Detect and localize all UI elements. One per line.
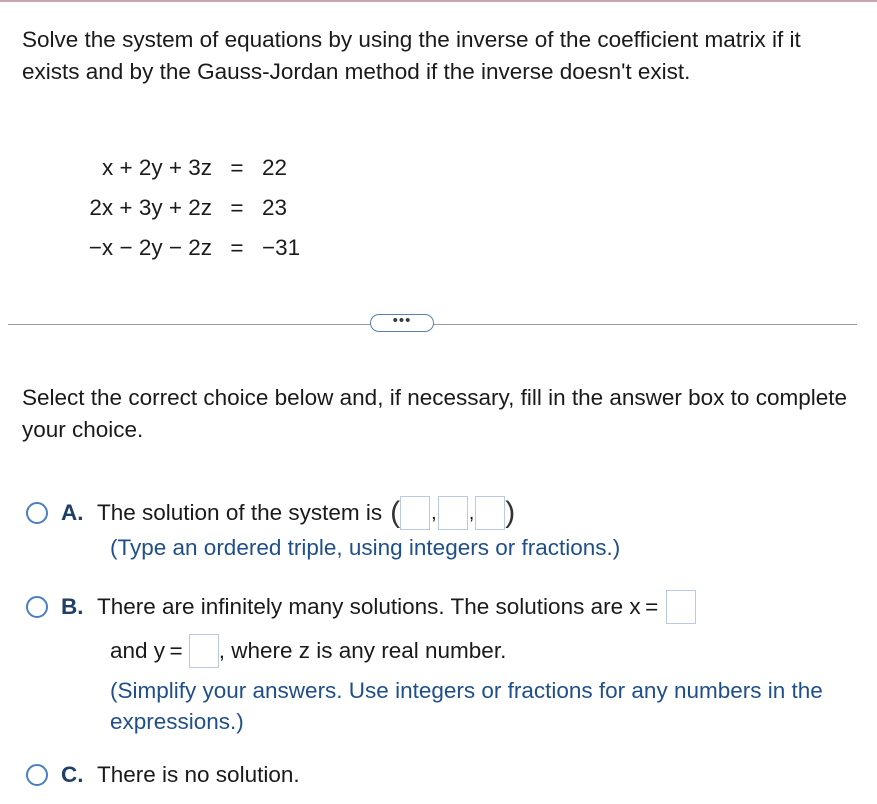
equation-rhs: −31 [262,235,301,260]
equation-rhs: 23 [262,195,288,220]
choice-c[interactable] [26,762,300,788]
choice-b-hint: (Simplify your answers. Use integers or fractions for any numbers in the expressions.) [110,678,823,734]
choice-b-text: There are infinitely many solutions. The solutions are x = [97,594,659,619]
choice-a-radio[interactable] [26,502,48,524]
equation-rhs: 22 [262,155,288,180]
equation-lhs: x + 2y + 3z [101,155,212,180]
choice-a-letter: A. [61,500,84,525]
equation-row [86,228,342,268]
equation-row [86,148,342,188]
choice-a-hint: (Type an ordered triple, using integers or fractions.) [110,535,621,560]
top-rule [0,0,877,2]
open-paren: ( [390,496,401,529]
equation-lhs: −x − 2y − 2z [88,235,212,260]
equation-equals: = [230,195,244,220]
choice-b-z-text: , where z is any real number. [218,638,507,663]
equation-lhs: 2x + 3y + 2z [89,195,212,220]
question-text: Solve the system of equations by using the inverse of the coefficient matrix if it exists and by the Gauss-Jordan method if the inverse doesn't exist. [22,27,801,84]
answer-box-y-expression[interactable] [189,634,219,668]
comma: , [431,501,437,524]
choice-a[interactable] [26,496,515,530]
choice-c-letter: C. [61,762,84,787]
choice-b-y-label: and y = [110,638,183,663]
choice-c-text: There is no solution. [97,762,300,787]
choice-b-line-2 [110,634,506,668]
ordered-triple-input [390,496,515,530]
comma: , [468,501,475,524]
choice-c-radio[interactable] [26,764,48,786]
equation-equals: = [230,235,244,260]
equation-equals: = [230,155,244,180]
choice-b[interactable] [26,590,696,624]
answer-box-y[interactable] [438,496,468,530]
answer-box-x-expression[interactable] [666,590,696,624]
answer-box-z[interactable] [475,496,505,530]
close-paren: ) [505,496,516,529]
answer-box-x[interactable] [400,496,430,530]
instructions-text: Select the correct choice below and, if necessary, fill in the answer box to complete your choice. [22,385,847,442]
equation-row [86,188,342,228]
more-button[interactable]: ••• [370,314,434,332]
choice-a-text: The solution of the system is [97,500,383,525]
choice-b-letter: B. [61,594,84,619]
equation-system [86,148,342,268]
choice-b-radio[interactable] [26,596,48,618]
